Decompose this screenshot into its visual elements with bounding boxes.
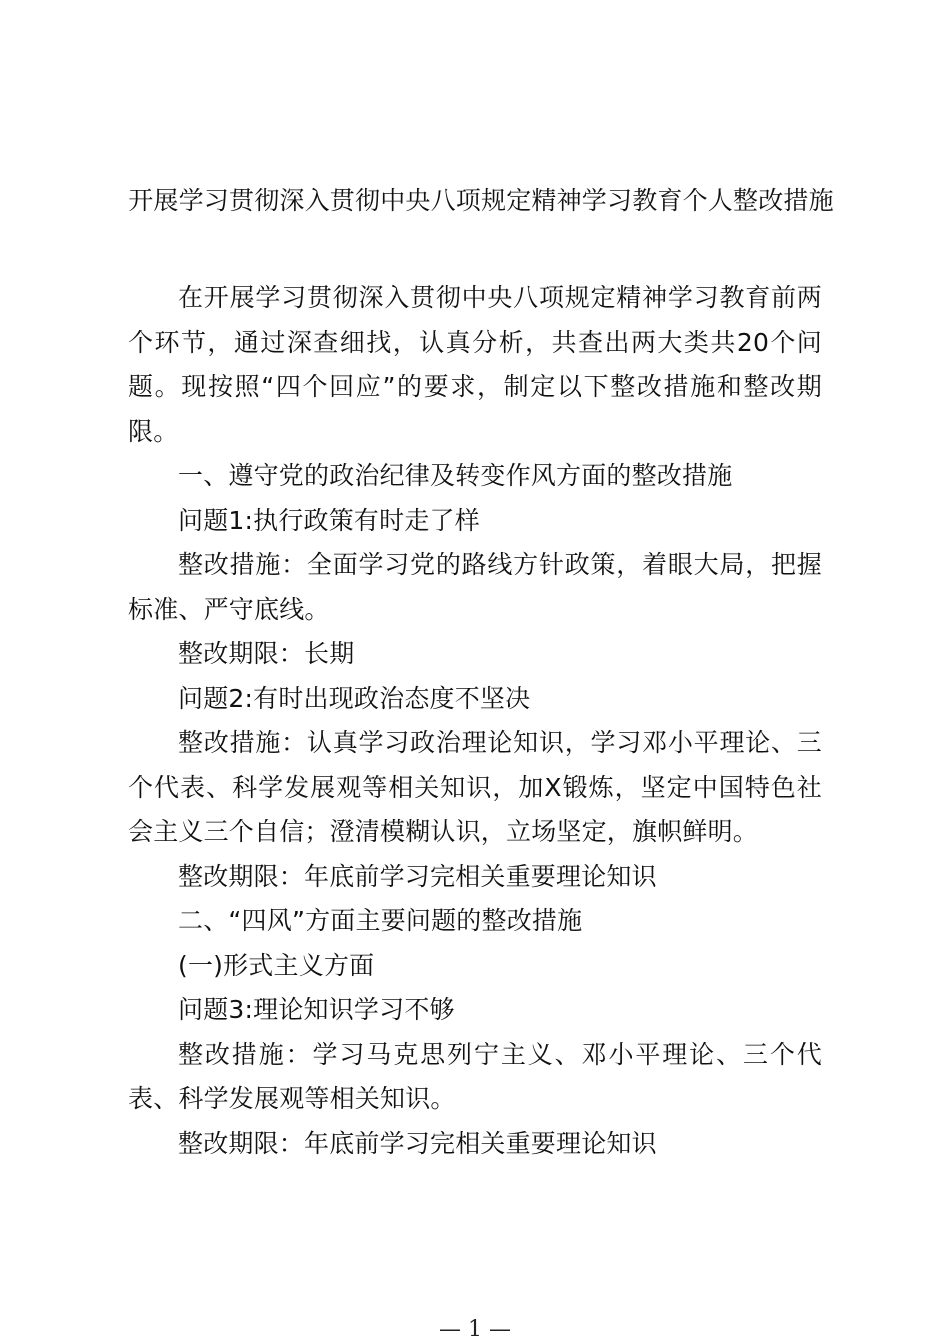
problem-1: 问题1:执行政策有时走了样 — [178, 505, 480, 535]
problem-2: 问题2:有时出现政治态度不坚决 — [178, 683, 531, 713]
section-heading-1: 一、遵守党的政治纪律及转变作风方面的整改措施 — [178, 461, 733, 490]
section-heading-2: 二、“四风”方面主要问题的整改措施 — [178, 906, 583, 935]
page-number: — 1 — — [439, 1317, 511, 1342]
intro-paragraph: 在开展学习贯彻深入贯彻中央八项规定精神学习教育前两个环节，通过深查细找，认真分析，共查出两大类共20个问题。现按照“四个回应”的要求，制定以下整改措施和整改期限。 — [128, 283, 822, 446]
measure-1: 整改措施：全面学习党的路线方针政策，着眼大局，把握标准、严守底线。 — [128, 550, 822, 624]
subsection-heading-1: (一)形式主义方面 — [178, 950, 375, 980]
deadline-3: 整改期限：年底前学习完相关重要理论知识 — [178, 1128, 657, 1158]
deadline-2: 整改期限：年底前学习完相关重要理论知识 — [178, 861, 657, 891]
document-title: 开展学习贯彻深入贯彻中央八项规定精神学习教育个人整改措施 — [128, 186, 834, 215]
measure-2: 整改措施：认真学习政治理论知识，学习邓小平理论、三个代表、科学发展观等相关知识，加X锻炼，坚定中国特色社会主义三个自信；澄清模糊认识，立场坚定，旗帜鲜明。 — [128, 728, 822, 846]
deadline-1: 整改期限：长期 — [178, 639, 355, 668]
measure-3: 整改措施：学习马克思列宁主义、邓小平理论、三个代表、科学发展观等相关知识。 — [128, 1039, 822, 1113]
document-body — [128, 276, 822, 1166]
problem-3: 问题3:理论知识学习不够 — [178, 995, 455, 1024]
